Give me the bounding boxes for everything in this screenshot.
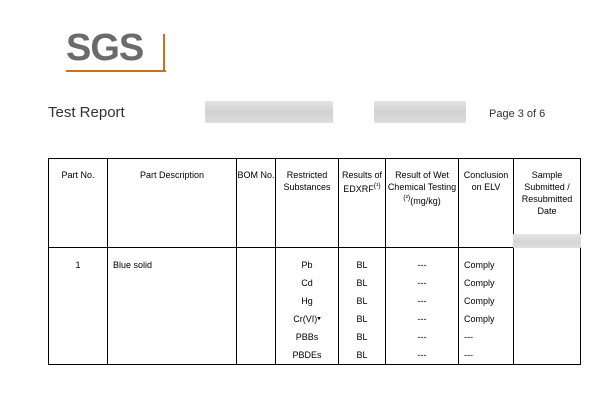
substance-name — [276, 292, 338, 310]
redacted-field-2 — [374, 101, 466, 123]
table-row — [49, 248, 581, 365]
header-part-description: Part Description — [108, 159, 237, 248]
page-number: Page 3 of 6 — [489, 108, 546, 120]
edxrf-value: BL — [356, 350, 368, 360]
table-header-row — [49, 159, 581, 248]
substance-name — [276, 328, 338, 346]
logo-vertical-bar — [163, 34, 165, 72]
header-wet-unit: (mg/kg) — [410, 196, 441, 206]
part-no-value: 1 — [75, 260, 81, 270]
header-sample-submitted-date: Sample Submitted / Resubmitted Date — [514, 159, 581, 248]
logo-text: SGS — [66, 27, 144, 69]
header-restricted-substances: Restricted Substances — [276, 159, 339, 248]
elv-value: Comply — [464, 314, 495, 324]
substance-name-text: Pb — [301, 260, 313, 270]
redacted-field-1 — [205, 101, 333, 123]
sample-date-value — [514, 256, 580, 274]
cell-restricted-substances — [276, 248, 339, 365]
substance-name-text: Hg — [301, 296, 313, 306]
cell-part-no — [49, 248, 108, 365]
substance-name — [276, 346, 338, 364]
cell-sample-date — [514, 248, 581, 365]
substance-name — [276, 256, 338, 274]
edxrf-value: BL — [356, 314, 368, 324]
wet-value: --- — [417, 332, 427, 342]
header-results-of-edxrf-text: Results of EDXRF — [341, 170, 383, 194]
substance-name-text: Cr(VI) — [293, 314, 318, 324]
header-bom-no: BOM No. — [237, 159, 276, 248]
cell-part-description — [108, 248, 237, 365]
logo-underline — [66, 70, 166, 72]
header-results-of-edxrf — [339, 159, 386, 248]
edxrf-value: BL — [356, 332, 368, 342]
cell-wet-chemical-results — [386, 248, 459, 365]
header-results-of-edxrf-footnote: (¹) — [373, 183, 381, 190]
wet-value: --- — [417, 314, 427, 324]
edxrf-value: BL — [356, 260, 368, 270]
substance-marker: ▾ — [317, 315, 321, 323]
wet-value: --- — [417, 350, 427, 360]
elv-value: Comply — [464, 296, 495, 306]
wet-value: --- — [417, 278, 427, 288]
elv-value: Comply — [464, 260, 495, 270]
header-wet-footnote: (²) — [403, 195, 411, 202]
redacted-sample-date — [513, 234, 581, 248]
substance-name-text: Cd — [301, 278, 313, 288]
results-table — [48, 158, 581, 365]
substance-name-text: PBDEs — [292, 350, 322, 360]
part-description-value: Blue solid — [113, 260, 153, 270]
elv-value: Comply — [464, 278, 495, 288]
wet-value: --- — [417, 260, 427, 270]
cell-bom-no — [237, 248, 276, 365]
cell-edxrf-results — [339, 248, 386, 365]
header-conclusion-on-elv: Conclusion on ELV — [459, 159, 514, 248]
substance-name — [276, 274, 338, 292]
substance-name — [276, 310, 338, 328]
edxrf-value: BL — [356, 296, 368, 306]
bom-no-value — [237, 256, 275, 274]
substance-name-text: PBBs — [295, 332, 319, 342]
header-part-no: Part No. — [49, 159, 108, 248]
cell-conclusion-on-elv — [459, 248, 514, 365]
edxrf-value: BL — [356, 278, 368, 288]
page-title: Test Report — [48, 104, 125, 121]
sgs-logo — [66, 28, 186, 76]
elv-value: --- — [464, 350, 473, 360]
table-body — [49, 248, 581, 365]
wet-value: --- — [417, 296, 427, 306]
table-header — [49, 159, 581, 248]
elv-value: --- — [464, 332, 473, 342]
header-wet-text: Result of Wet Chemical Testing — [387, 170, 457, 192]
header-result-of-wet-chemical-testing — [386, 159, 459, 248]
